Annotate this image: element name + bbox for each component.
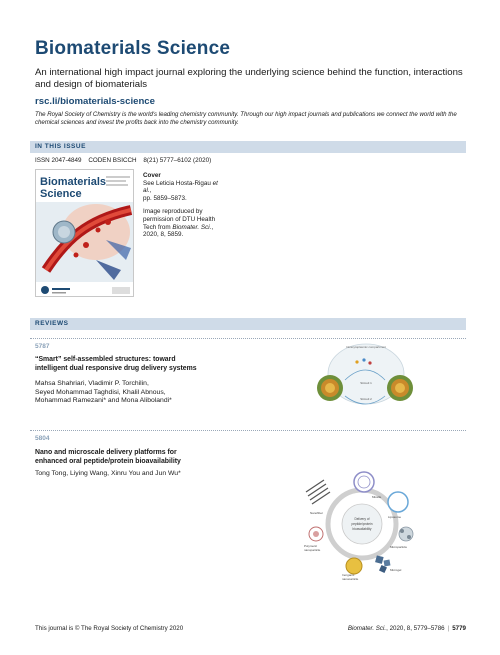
journal-tagline: An international high impact journal exploring the underlying science behind the function, interactions and design of biomaterials [35, 67, 463, 90]
footer-citation-rest: , 2020, 8, 5779–5786 [386, 625, 445, 632]
journal-url[interactable]: rsc.li/biomaterials-science [35, 96, 155, 107]
page-number: 5779 [452, 625, 466, 632]
cover-pages[interactable]: pp. 5859–5873. [143, 194, 187, 202]
footer-journal: Biomater. Sci. [347, 625, 387, 632]
issn: ISSN 2047-4849 [35, 157, 82, 164]
graphic-label: Inorganic [342, 573, 355, 577]
cover-credit-line: 2020, 8, 5859. [143, 231, 184, 239]
cover-illustration [36, 170, 134, 297]
volume-pages: 8(21) 5777–6102 (2020) [143, 157, 212, 164]
journal-title: Biomaterials Science [35, 38, 231, 59]
section-title: IN THIS ISSUE [35, 143, 86, 150]
section-bar-reviews [30, 318, 466, 330]
rsc-blurb: The Royal Society of Chemistry is the world's leading chemistry community. Through our high impact journals and publications we connect the world with the chemical sciences and invest the profits back into the chemistry community. [35, 111, 457, 126]
graphic-label: Microparticle [390, 545, 408, 549]
graphic-label: Microgel [390, 568, 402, 572]
graphic-label: nanoparticle [304, 548, 321, 552]
graphic-label: nanoparticle [342, 577, 359, 580]
toc-graphic-delivery-platforms [302, 468, 422, 580]
graphic-label: Delivery of [354, 517, 370, 521]
cover-credit-line: Tech from Biomater. Sci., [143, 223, 214, 231]
cover-title-line2: Science [40, 188, 82, 200]
credit-journal: Biomater. Sci. [172, 223, 212, 231]
cover-title-line1: Biomaterials [40, 176, 107, 188]
article-title[interactable]: “Smart” self-assembled structures: toward intelligent dual responsive drug delivery systems [35, 356, 197, 372]
graphic-label: peptide/protein [351, 522, 373, 526]
cover-reference: See Leticia Hosta-Rigau et al., [143, 179, 218, 195]
graphic-label: bioavailability [352, 527, 372, 531]
footer-copyright: This journal is © The Royal Society of Chemistry 2020 [35, 625, 184, 632]
cover-heading: Cover [143, 172, 161, 179]
graphic-label: Stimuli 1 [360, 381, 372, 385]
cover-image[interactable] [35, 169, 134, 297]
article-authors: Tong Tong, Liying Wang, Xinru You and Jun Wu* [35, 470, 181, 477]
toc-graphic-drug-delivery [312, 340, 420, 420]
cover-credit-line: Image reproduced by [143, 208, 203, 216]
et-al: et al. [143, 179, 218, 195]
article-number[interactable]: 5787 [35, 343, 50, 350]
section-bar-in-this-issue [30, 141, 466, 153]
article-title[interactable]: Nano and microscale delivery platforms for enhanced oral peptide/protein bioavailability [35, 449, 181, 465]
coden: CODEN BSICCH [88, 157, 137, 164]
graphic-label: Nanofiber [310, 511, 324, 515]
footer-citation: Biomater. Sci., 2020, 8, 5779–5786 | 5779 [347, 625, 466, 632]
article-authors: Mahsa Shahriari, Vladimir P. Torchilin, Seyed Mohammad Taghdisi, Khalil Abnous, Mohammad Ramezani* and Mona Alibolandi* [35, 380, 172, 405]
article-number[interactable]: 5804 [35, 435, 50, 442]
cover-credit-line: permission of DTU Health [143, 215, 216, 223]
section-title: REVIEWS [35, 320, 69, 327]
issue-meta [35, 157, 216, 164]
article-divider [30, 430, 466, 431]
article-divider [30, 338, 466, 339]
graphic-label: Polymeric [304, 544, 318, 548]
graphic-label: Micelle [372, 495, 382, 499]
graphic-label: Intracytoplasmic compartment [345, 345, 387, 349]
cover-caption [143, 172, 223, 239]
graphic-label: Liposome [388, 515, 402, 519]
graphic-label: Stimuli 2 [360, 397, 372, 401]
